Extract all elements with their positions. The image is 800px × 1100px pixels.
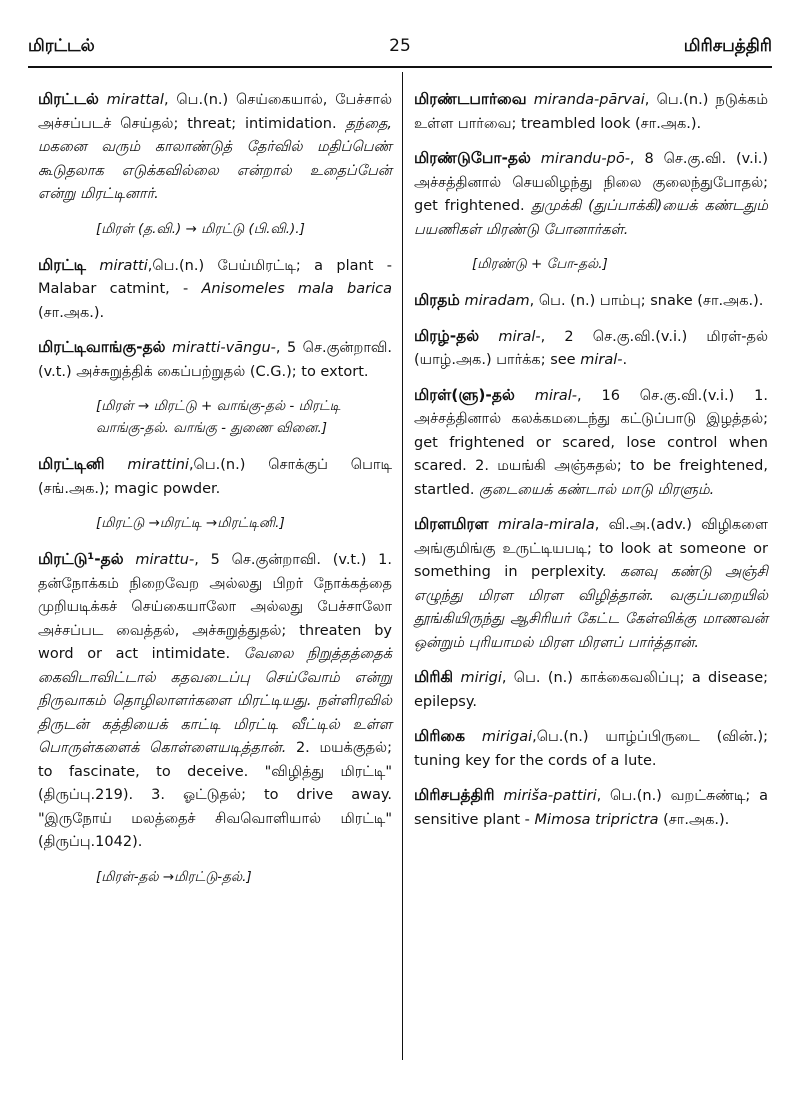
entry-definition: ,பெ.(n.) பேய்மிரட்டி; a plant - Malabar catmint, - — [38, 257, 392, 297]
header-last-headword: மிரிசபத்திரி — [683, 36, 772, 56]
entry-transliteration: mirattu- — [135, 552, 195, 568]
entry-example: வேலை நிறுத்தத்தைக் கைவிடாவிட்டால் கதவடைப்பு செய்வோம் என்று நிருவாகம் தொழிலாளர்களை மிரட்டியது. நள்ளிரவில் திருடன் கத்தியைக் காட்டி மிரட்டி வீட்டில் உள்ள பொருள்களைக் கொள்ளையடித்தான். — [38, 646, 392, 756]
running-header — [28, 36, 772, 66]
entry-etymology-note: [மிரள் → மிரட்டு + வாங்கு-தல் - மிரட்டி வாங்கு-தல். வாங்கு - துணை வினை.] — [96, 398, 341, 436]
entry-example: தந்தை, மகனை வரும் காலாண்டுத் தேர்வில் மதிப்பெண் கூடுதலாக எடுக்கவில்லை என்றால் உதைப்பேன் என்று மிரட்டினார். — [38, 115, 392, 202]
entry-definition-continued: (சா.அக.). — [38, 304, 105, 321]
entry-headword: மிரள்(ளு)-தல் — [414, 385, 515, 404]
entry-definition: , பெ. (n.) காக்கைவலிப்பு; a disease; epilepsy. — [414, 670, 769, 710]
entry-definition: ,பெ.(n.) சொக்குப் பொடி (சங்.அக.); magic powder. — [38, 457, 392, 497]
entry-transliteration: miratti — [99, 257, 148, 274]
dictionary-entry — [414, 725, 768, 773]
entry-headword: மிரிகி — [414, 668, 454, 686]
entry-definition: , பெ. (n.) பாம்பு; snake (சா.அக.). — [529, 293, 764, 309]
entry-definition-continued: . — [622, 352, 628, 368]
entry-transliteration: miratti-vāngu- — [172, 340, 276, 356]
entry-headword: மிரட்டு¹-தல் — [38, 550, 124, 568]
entry-definition-continued: (சா.அக.). — [658, 811, 730, 828]
entry-definition: , 2 செ.கு.வி.(v.i.) மிரள்-தல் (யாழ்.அக.) பார்க்க; see — [414, 328, 768, 368]
entry-headword: மிரட்டினி — [38, 455, 105, 473]
entry-definition: , பெ.(n.) செய்கையால், பேச்சால் அச்சப்படச் செய்தல்; threat; intimidation. — [38, 92, 393, 132]
dictionary-entry — [38, 254, 392, 326]
left-column — [38, 88, 392, 902]
entry-definition: ,பெ.(n.) யாழ்ப்பிருடை (வின்.); tuning key for the cords of a lute. — [414, 729, 768, 769]
entry-headword: மிரிகை — [414, 727, 465, 745]
entry-definition: , வி.அ.(adv.) விழிகளை அங்குமிங்கு உருட்டியபடி; to look at someone or something in perplexity. — [414, 517, 768, 580]
entry-definition: , பெ.(n.) வறட்சுண்டி; a sensitive plant - — [414, 788, 768, 828]
dictionary-entry — [414, 666, 768, 714]
entry-example: miral- — [580, 352, 623, 368]
dictionary-entry — [38, 453, 392, 501]
dictionary-entry — [414, 147, 768, 242]
entry-example: குடையைக் கண்டால் மாடு மிரளும். — [479, 481, 715, 498]
entry-headword: மிரிசபத்திரி — [414, 786, 495, 804]
entry-definition: , 16 செ.கு.வி.(v.i.) 1. அச்சத்தினால் கலக்கமடைந்து கட்டுப்பாடு இழத்தல்; get frightened or scared, lose control when scared. 2. மயங்கி அஞ்சுதல்; to be freightened, startled. — [414, 387, 768, 498]
entry-transliteration: mirigi — [460, 670, 502, 686]
entry-definition-continued: 2. மயக்குதல்; to fascinate, to deceive. "விழித்து மிரட்டி" (திருப்பு.219). 3. ஓட்டுதல்; to drive away. "இருநோய் மலத்தைச் சிவவொளியால் மிரட்டி" (திருப்பு.1042). — [38, 740, 392, 850]
entry-transliteration: miral- — [498, 328, 541, 345]
entry-etymology-note: [மிரள் (த.வி.) → மிரட்டு (பி.வி.).] — [96, 220, 305, 237]
entry-transliteration: mirattal — [106, 92, 164, 108]
entry-definition: , 8 செ.கு.வி. (v.i.) அச்சத்தினால் செயலிழந்து நிலை குலைந்துபோதல்; get frightened. — [414, 151, 768, 214]
entry-etymology-note: [மிரள்-தல் →மிரட்டு-தல்.] — [96, 868, 252, 885]
right-column — [414, 88, 768, 843]
entry-etymology-note: [மிரண்டு + போ-தல்.] — [472, 256, 608, 272]
column-divider — [402, 72, 403, 1060]
entry-headword: மிரளமிரள — [414, 515, 489, 533]
dictionary-entry — [414, 325, 768, 373]
entry-headword: மிரட்டிவாங்கு-தல் — [38, 338, 166, 356]
entry-headword: மிரழ்-தல் — [414, 326, 480, 345]
entry-definition: , பெ.(n.) நடுக்கம் உள்ள பார்வை; treambled look (சா.அக.). — [414, 92, 769, 132]
entry-example: Mimosa triprictra — [534, 811, 659, 828]
entry-definition: , 5 செ.குன்றாவி.(v.t.) அச்சுறுத்திக் கைப்பற்றுதல் (C.G.); to extort. — [38, 340, 393, 380]
entry-headword: மிரண்டபார்வை — [414, 90, 527, 108]
entry-transliteration: miral- — [534, 387, 577, 404]
entry-example: துமுக்கி (துப்பாக்கி)யைக் கண்டதும் பயணிகள் மிரண்டு போனார்கள். — [414, 198, 768, 238]
entry-transliteration: miranda-pārvai — [533, 92, 645, 108]
entry-transliteration: mirattini — [127, 457, 189, 473]
entry-example: Anisomeles mala barica — [201, 281, 392, 297]
page-number: 25 — [389, 36, 411, 56]
dictionary-entry — [38, 88, 392, 207]
dictionary-entry — [414, 784, 768, 832]
dictionary-entry — [414, 289, 768, 314]
entry-headword: மிரண்டுபோ-தல் — [414, 149, 531, 167]
entry-example: கனவு கண்டு அஞ்சி எழுந்து மிரள மிரள விழித்தான். வகுப்பறையில் தூங்கியிருந்து ஆசிரியர் கேட்ட கேள்விக்கு மாணவன் ஒன்றும் புரியாமல் மிரள மிரளப் பார்த்தான். — [414, 564, 768, 651]
entry-headword: மிரட்டி — [38, 255, 86, 274]
header-rule — [28, 66, 772, 68]
entry-transliteration: mirala-mirala — [497, 517, 595, 533]
entry-transliteration: mirandu-pō- — [540, 151, 630, 167]
dictionary-entry — [38, 548, 392, 855]
dictionary-entry — [38, 336, 392, 384]
entry-etymology-note: [மிரட்டு →மிரட்டி →மிரட்டினி.] — [96, 515, 285, 531]
header-first-headword: மிரட்டல் — [28, 36, 95, 56]
entry-definition: , 5 செ.குன்றாவி. (v.t.) 1. தன்நோக்கம் நிறைவேற அல்லது பிறர் நோக்கத்தை முறியடிக்கச் செய்கையாலோ அல்லது பேச்சாலோ அச்சப்பட வைத்தல், அச்சுறுத்துதல்; threaten by word or act intimidate. — [38, 552, 392, 662]
dictionary-entry — [414, 384, 768, 503]
entry-transliteration: mirigai — [481, 729, 533, 745]
entry-transliteration: miriša-pattiri — [503, 788, 597, 804]
entry-headword: மிரட்டல் — [38, 90, 99, 108]
dictionary-entry — [414, 513, 768, 655]
entry-headword: மிரதம் — [414, 291, 460, 309]
entry-transliteration: miradam — [464, 293, 530, 309]
dictionary-entry — [414, 88, 768, 136]
